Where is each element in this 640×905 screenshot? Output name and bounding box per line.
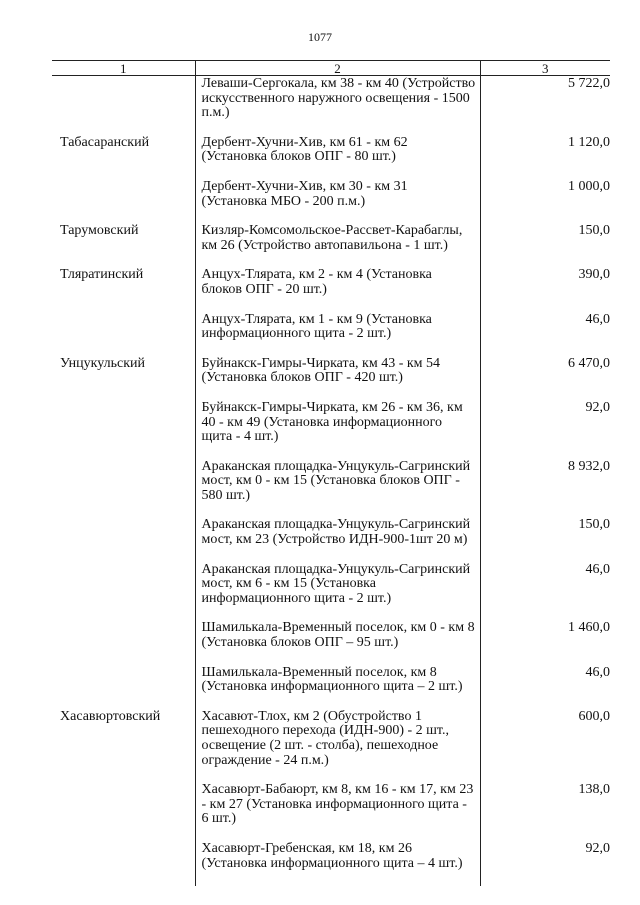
amount-cell: 150,0	[578, 223, 610, 239]
desc-cell: Хасавют-Тлох, км 2 (Обустройство 1 пешеходного перехода (ИДН-900) - 2 шт., освещение (2 шт. - столба), пешеходное ограждение - 24 п.м.)	[195, 710, 480, 783]
district-cell: Тарумовский	[60, 223, 139, 239]
table-row	[52, 518, 610, 562]
amount-cell: 46,0	[585, 311, 610, 327]
district-cell	[52, 518, 195, 562]
district-cell	[52, 842, 195, 886]
district-cell: Хасавюртовский	[60, 708, 161, 724]
header-col-1: 1	[52, 61, 195, 76]
page-number: 1077	[308, 30, 332, 44]
district-cell	[52, 180, 195, 224]
table-row	[52, 136, 610, 180]
table-row	[52, 666, 610, 710]
district-cell	[52, 401, 195, 460]
table-row	[52, 180, 610, 224]
desc-cell: Буйнакск-Гимры-Чирката, км 26 - км 36, км 40 - км 49 (Установка информационного щита - 4 шт.)	[195, 401, 480, 460]
desc-cell: Анцух-Тлярата, км 2 - км 4 (Установка блоков ОПГ - 20 шт.)	[195, 268, 480, 312]
amount-cell: 138,0	[578, 782, 610, 798]
desc-cell: Дербент-Хучни-Хив, км 30 - км 31 (Установка МБО - 200 п.м.)	[195, 180, 480, 224]
desc-cell: Кизляр-Комсомольское-Рассвет-Карабаглы, км 26 (Устройство автопавильона - 1 шт.)	[195, 224, 480, 268]
amount-cell: 8 932,0	[568, 458, 610, 474]
table-row	[52, 268, 610, 312]
amount-cell: 6 470,0	[568, 355, 610, 371]
district-cell	[52, 460, 195, 519]
desc-cell: Буйнакск-Гимры-Чирката, км 43 - км 54 (Установка блоков ОПГ - 420 шт.)	[195, 357, 480, 401]
table-row	[52, 76, 610, 136]
table-row	[52, 313, 610, 357]
header-col-2: 2	[195, 61, 480, 76]
amount-cell: 1 460,0	[568, 620, 610, 636]
district-cell: Унцукульский	[60, 355, 146, 371]
table-row	[52, 710, 610, 783]
header-col-3: 3	[480, 61, 610, 76]
district-cell	[52, 313, 195, 357]
district-cell	[52, 76, 195, 136]
amount-cell: 150,0	[578, 517, 610, 533]
district-cell	[52, 666, 195, 710]
table-row	[52, 563, 610, 622]
desc-cell: Шамилькала-Временный поселок, км 0 - км 8 (Установка блоков ОПГ – 95 шт.)	[195, 621, 480, 665]
table-row	[52, 460, 610, 519]
district-cell	[52, 621, 195, 665]
works-table	[52, 60, 610, 886]
amount-cell: 390,0	[578, 267, 610, 283]
desc-cell: Шамилькала-Временный поселок, км 8 (Установка информационного щита – 2 шт.)	[195, 666, 480, 710]
desc-cell: Араканская площадка-Унцукуль-Сагринский мост, км 23 (Устройство ИДН-900-1шт 20 м)	[195, 518, 480, 562]
desc-cell: Анцух-Тлярата, км 1 - км 9 (Установка информационного щита - 2 шт.)	[195, 313, 480, 357]
table-body	[52, 76, 610, 887]
desc-cell: Араканская площадка-Унцукуль-Сагринский мост, км 0 - км 15 (Установка блоков ОПГ - 580 шт.)	[195, 460, 480, 519]
table-row	[52, 401, 610, 460]
district-cell: Тляратинский	[60, 267, 144, 283]
table-header	[52, 61, 610, 76]
amount-cell: 46,0	[585, 664, 610, 680]
amount-cell: 1 000,0	[568, 178, 610, 194]
desc-cell: Араканская площадка-Унцукуль-Сагринский мост, км 6 - км 15 (Установка информационного щита - 2 шт.)	[195, 563, 480, 622]
table-row	[52, 357, 610, 401]
desc-cell: Хасавюрт-Гребенская, км 18, км 26 (Установка информационного щита – 4 шт.)	[195, 842, 480, 886]
table-row	[52, 783, 610, 842]
amount-cell: 46,0	[585, 561, 610, 577]
desc-cell: Хасавюрт-Бабаюрт, км 8, км 16 - км 17, км 23 - км 27 (Установка информационного щита - 6 шт.)	[195, 783, 480, 842]
desc-cell: Леваши-Сергокала, км 38 - км 40 (Устройство искусственного наружного освещения - 1500 п.м.)	[195, 76, 480, 136]
amount-cell: 92,0	[585, 840, 610, 856]
amount-cell: 1 120,0	[568, 134, 610, 150]
amount-cell: 92,0	[585, 399, 610, 415]
district-cell: Табасаранский	[60, 134, 150, 150]
amount-cell: 5 722,0	[568, 76, 610, 91]
amount-cell: 600,0	[578, 708, 610, 724]
header-row	[52, 61, 610, 76]
table-row	[52, 621, 610, 665]
table-row	[52, 224, 610, 268]
table-row	[52, 842, 610, 886]
desc-cell: Дербент-Хучни-Хив, км 61 - км 62 (Установка блоков ОПГ - 80 шт.)	[195, 136, 480, 180]
district-cell	[52, 783, 195, 842]
district-cell	[52, 563, 195, 622]
